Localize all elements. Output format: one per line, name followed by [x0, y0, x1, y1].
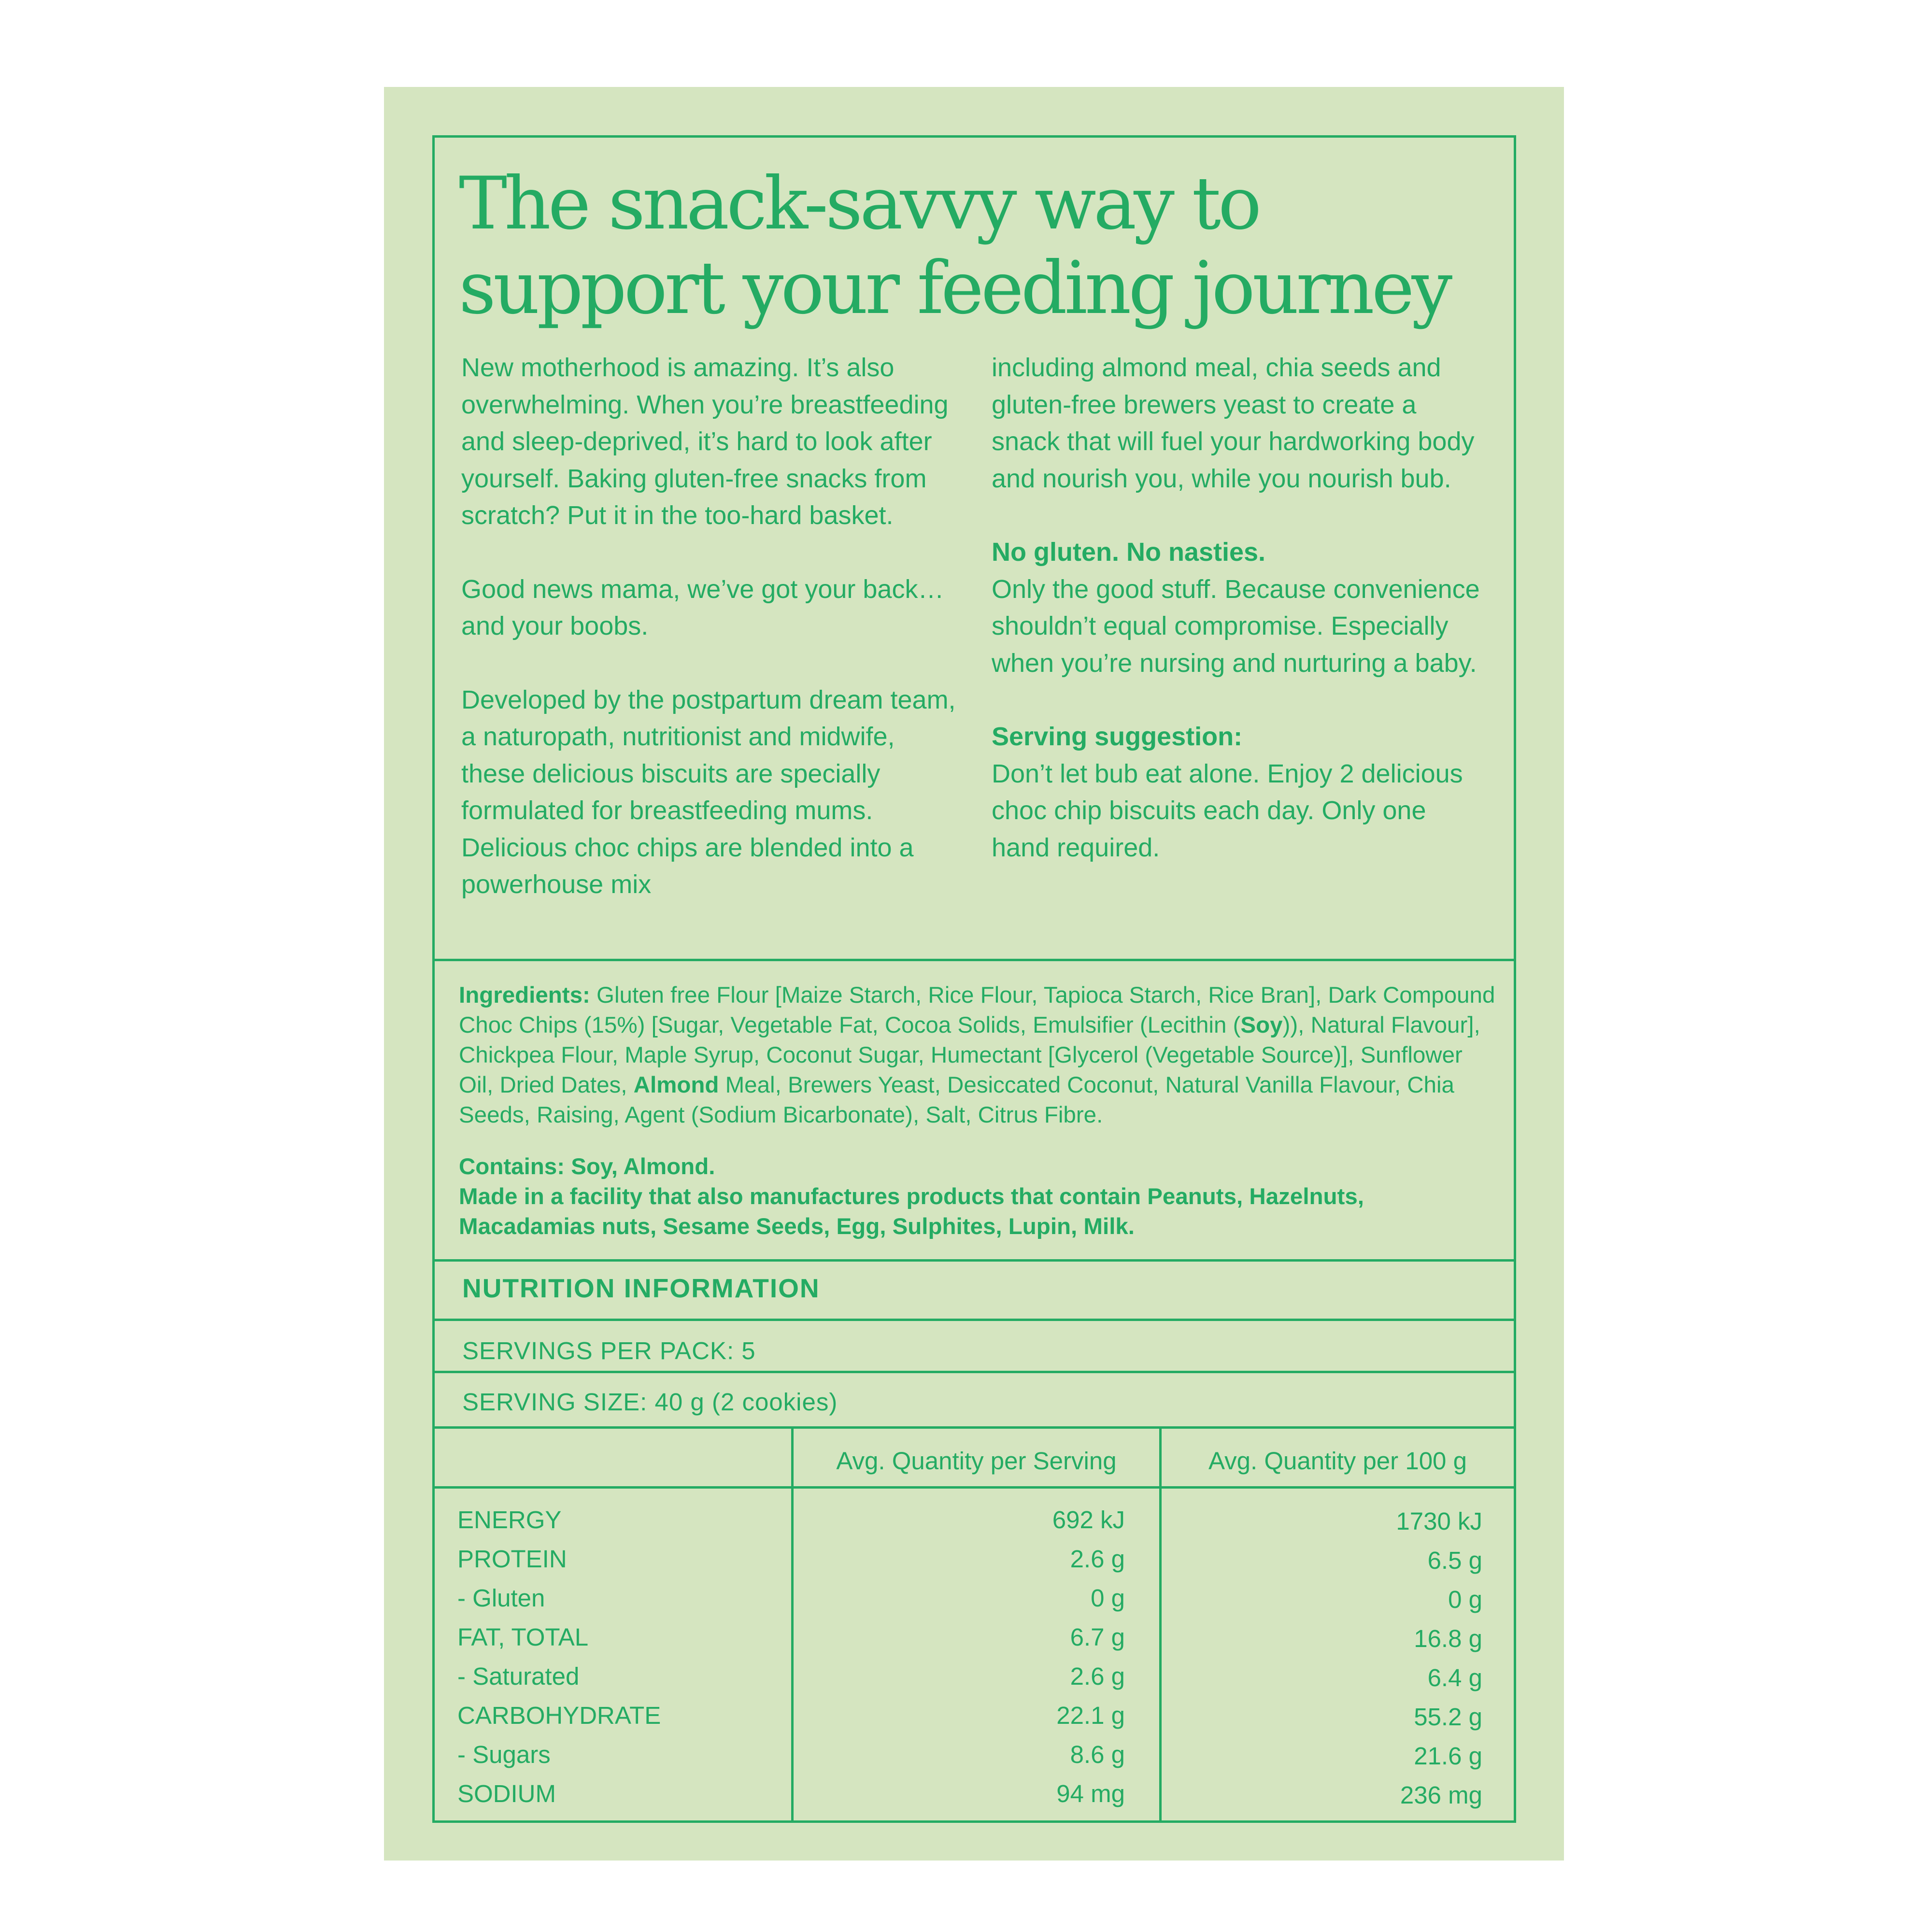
column-header-per-100g: Avg. Quantity per 100 g — [1208, 1447, 1467, 1475]
ingredients-text: Meal, Brewers Yeast, Desiccated Coconut, Natural Vanilla Flavour, Chia Seeds, Raising, Agent (Sodium Bicarbonate), Salt, Citrus Fibre. — [459, 1072, 1454, 1128]
per-100g-value: 21.6 g — [1414, 1742, 1482, 1770]
nutrient-name: FAT, TOTAL — [457, 1623, 589, 1651]
nutrition-row — [435, 1701, 1514, 1740]
divider — [435, 1371, 1514, 1373]
divider — [435, 1259, 1514, 1262]
per-serving-value: 94 mg — [1056, 1780, 1125, 1807]
label-panel — [384, 87, 1564, 1861]
no-gluten-heading: No gluten. No nasties. — [992, 538, 1266, 567]
per-serving-value: 0 g — [1091, 1584, 1125, 1612]
allergen-soy: Soy — [1240, 1012, 1283, 1038]
nutrition-row — [435, 1779, 1514, 1818]
ingredients-text: )), Natural Flavour], Chickpea Flour, Maple Syrup, Coconut Sugar, Humectant [Glycerol (Vegetable Source)], Sunflower Oil, Dried Dates, — [459, 1012, 1480, 1098]
per-serving-value: 692 kJ — [1052, 1506, 1125, 1534]
nutrition-row — [435, 1662, 1514, 1701]
allergen-block — [459, 1152, 1497, 1242]
per-100g-value: 55.2 g — [1414, 1703, 1482, 1731]
per-100g-value: 1730 kJ — [1396, 1507, 1482, 1535]
per-serving-value: 8.6 g — [1070, 1741, 1125, 1768]
nutrition-row — [435, 1740, 1514, 1779]
servings-per-pack: SERVINGS PER PACK: 5 — [462, 1337, 756, 1364]
nutrient-name: CARBOHYDRATE — [457, 1702, 661, 1729]
no-gluten-text: Only the good stuff. Because convenience shouldn’t equal compromise. Especially when you’re nursing and nurturing a baby. — [992, 574, 1480, 678]
per-serving-value: 2.6 g — [1070, 1545, 1125, 1573]
ingredients-label: Ingredients: — [459, 982, 590, 1008]
divider — [435, 959, 1514, 961]
ingredients-text: Gluten free Flour [Maize Starch, Rice Flour, Tapioca Starch, Rice Bran], Dark Compound Choc Chips (15%) [Sugar, Vegetable Fat, Cocoa Solids, Emulsifier (Lecithin ( — [459, 982, 1495, 1038]
intro-paragraph: Good news mama, we’ve got your back…and your boobs. — [461, 574, 944, 640]
no-gluten-section — [992, 534, 1489, 682]
ingredients-block — [459, 980, 1497, 1130]
intro-paragraph: Developed by the postpartum dream team, a naturopath, nutritionist and midwife, these delicious biscuits are specially formulated for breastfeeding mums. Delicious choc chips are blended into a powerhouse mix — [461, 685, 956, 899]
label-frame — [432, 135, 1516, 1823]
intro-right-column — [992, 349, 1489, 903]
serving-heading: Serving suggestion: — [992, 722, 1243, 751]
divider — [435, 1426, 1514, 1429]
headline — [459, 162, 1449, 331]
contains-statement: Contains: Soy, Almond. — [459, 1154, 715, 1179]
allergen-almond: Almond — [633, 1072, 719, 1098]
intro-paragraph: New motherhood is amazing. It’s also overwhelming. When you’re breastfeeding and sleep-deprived, it’s hard to look after yourself. Baking gluten-free snacks from scratch? Put it in the too-hard basket. — [461, 353, 949, 530]
serving-size: SERVING SIZE: 40 g (2 cookies) — [462, 1388, 838, 1416]
nutrient-name: - Sugars — [457, 1741, 551, 1768]
nutrient-name: ENERGY — [457, 1506, 562, 1534]
serving-text: Don’t let bub eat alone. Enjoy 2 delicious choc chip biscuits each day. Only one hand required. — [992, 759, 1463, 862]
nutrition-row — [435, 1623, 1514, 1662]
nutrient-name: - Saturated — [457, 1662, 580, 1690]
nutrient-name: PROTEIN — [457, 1545, 567, 1573]
nutrient-name: - Gluten — [457, 1584, 545, 1612]
per-100g-value: 0 g — [1448, 1586, 1482, 1613]
intro-paragraph: including almond meal, chia seeds and gluten-free brewers yeast to create a snack that will fuel your hardworking body and nourish you, while you nourish bub. — [992, 353, 1475, 493]
per-100g-value: 6.4 g — [1427, 1664, 1482, 1691]
per-100g-value: 16.8 g — [1414, 1625, 1482, 1652]
per-serving-value: 6.7 g — [1070, 1623, 1125, 1651]
serving-section — [992, 718, 1489, 866]
facility-statement: Made in a facility that also manufactures products that contain Peanuts, Hazelnuts, Macadamias nuts, Sesame Seeds, Egg, Sulphites, Lupin, Milk. — [459, 1184, 1364, 1239]
per-100g-value: 236 mg — [1400, 1781, 1482, 1809]
nutrition-row — [435, 1545, 1514, 1584]
nutrient-name: SODIUM — [457, 1780, 556, 1807]
per-100g-value: 6.5 g — [1427, 1547, 1482, 1574]
per-serving-value: 2.6 g — [1070, 1662, 1125, 1690]
nutrition-row — [435, 1506, 1514, 1545]
nutrition-row — [435, 1584, 1514, 1623]
intro-left-column — [461, 349, 959, 940]
divider — [435, 1486, 1514, 1489]
per-serving-value: 22.1 g — [1056, 1702, 1125, 1729]
headline-line-2: support your feeding journey — [459, 246, 1450, 330]
nutrition-title: NUTRITION INFORMATION — [462, 1273, 820, 1303]
divider — [435, 1319, 1514, 1321]
headline-line-1: The snack-savvy way to — [459, 162, 1259, 246]
column-header-per-serving: Avg. Quantity per Serving — [836, 1447, 1117, 1475]
